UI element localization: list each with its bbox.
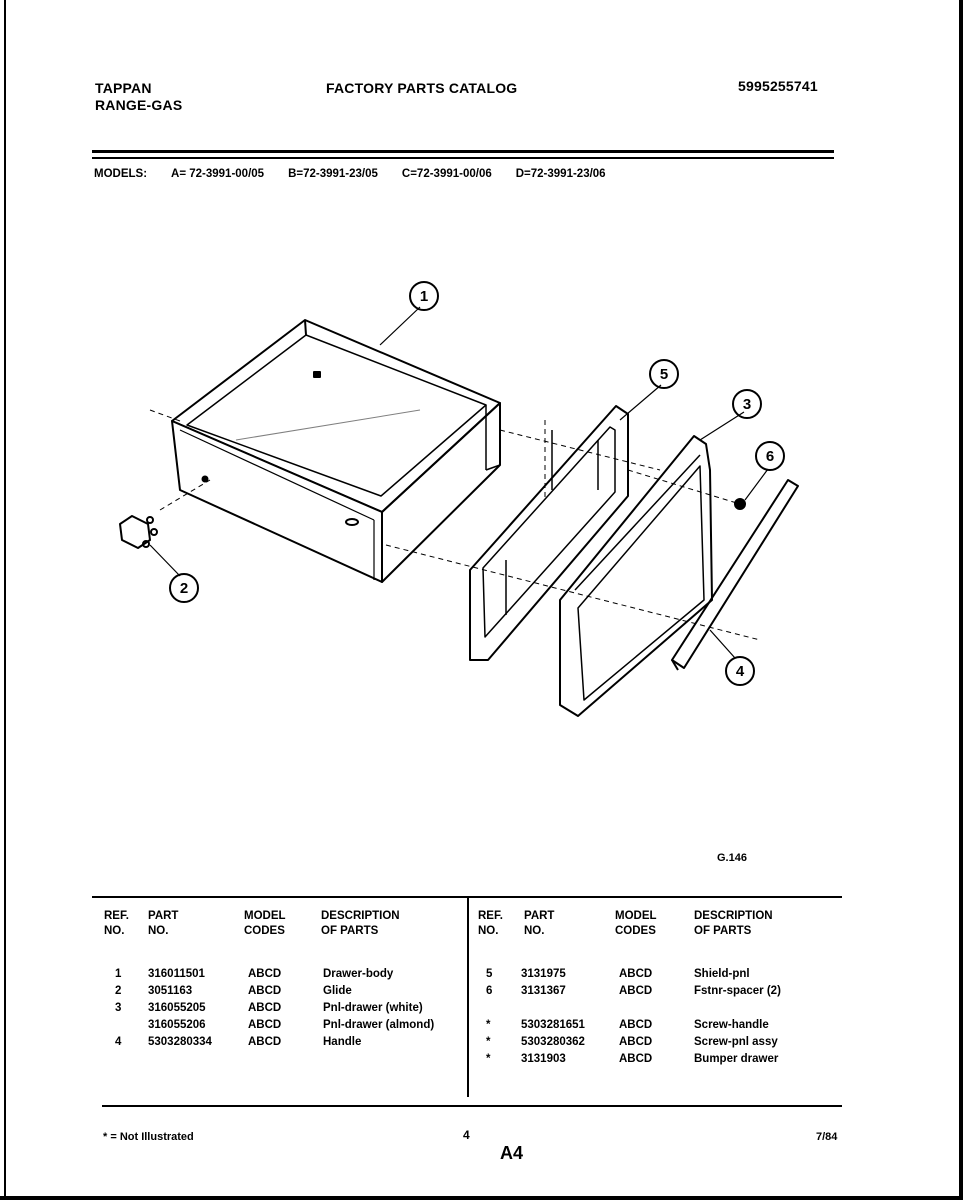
right-part-column [521,966,585,1068]
left-header-ref: REF. NO. [104,910,129,937]
table-cell: * [486,1036,491,1048]
callout-5: 5 [659,366,669,383]
page-number: 4 [463,1128,470,1142]
right-desc-column [694,966,781,1068]
table-cell: Screw-pnl assy [694,1036,778,1048]
drawer-body-part [172,320,500,582]
table-cell: ABCD [619,1053,653,1065]
table-cell [694,1000,781,1017]
table-cell: Screw-handle [694,1019,769,1031]
catalog-number: 5995255741 [738,78,818,94]
table-cell: Bumper drawer [694,1053,779,1065]
table-cell: 3131975 [521,968,566,980]
table-cell: 6 [486,985,493,997]
brand: TAPPAN [95,80,152,96]
table-cell: Pnl-drawer (white) [323,1002,423,1014]
table-cell: 5 [486,968,493,980]
callout-4: 4 [735,663,745,680]
table-cell: 5303280362 [521,1036,585,1048]
drawer-panel-part [560,436,712,716]
left-ref-column [115,966,121,1051]
callout-2: 2 [179,580,189,597]
table-cell: 316055206 [148,1019,206,1031]
table-cell: 5303281651 [521,1019,585,1031]
figure-number: G.146 [717,852,747,864]
model-a: A= 72-3991-00/05 [171,168,265,180]
table-cell: Drawer-body [323,968,394,980]
table-cell: 3051163 [148,985,193,997]
table-cell [521,1000,585,1017]
table-cell: Fstnr-spacer (2) [694,985,781,997]
table-cell: ABCD [248,1019,282,1031]
right-ref-column [486,966,492,1068]
table-cell: 316011501 [148,968,205,980]
right-codes-column [619,966,652,1068]
model-d: D=72-3991-23/06 [515,168,606,180]
left-part-column [148,966,212,1051]
table-cell: 3131367 [521,985,566,997]
section-label: A4 [500,1143,524,1163]
table-cell: * [486,1019,491,1031]
table-cell: 2 [115,985,122,997]
not-illustrated-note: * = Not Illustrated [103,1131,194,1143]
right-header-ref: REF. NO. [478,910,503,937]
product-type: RANGE-GAS [95,97,183,113]
table-cell: * [486,1053,491,1065]
callout-1: 1 [419,288,429,305]
revision-date: 7/84 [816,1131,838,1143]
table-cell [486,1000,492,1017]
table-cell: Glide [323,985,352,997]
model-c: C=72-3991-00/06 [401,168,492,180]
models-label: MODELS: [94,168,148,180]
catalog-title: FACTORY PARTS CATALOG [326,80,518,96]
callout-3: 3 [742,396,752,413]
left-header-part: PART NO. [148,910,179,937]
right-header-desc: DESCRIPTION OF PARTS [694,910,773,937]
table-cell: ABCD [248,1002,282,1014]
table-cell: Shield-pnl [694,968,750,980]
table-cell: 3131903 [521,1053,566,1065]
table-cell: 5303280334 [148,1036,212,1048]
left-desc-column [323,966,434,1051]
table-cell: ABCD [248,968,282,980]
left-codes-column [248,966,281,1051]
callout-6: 6 [765,448,775,465]
table-cell: ABCD [619,1036,653,1048]
handle-part [672,480,798,670]
table-cell [115,1017,121,1034]
table-cell: ABCD [248,1036,282,1048]
left-header-desc: DESCRIPTION OF PARTS [321,910,400,937]
table-cell: ABCD [619,985,653,997]
table-cell [619,1000,652,1017]
table-cell: 316055205 [148,1002,206,1014]
table-cell: ABCD [619,968,653,980]
table-column-divider [467,897,469,1097]
table-cell: ABCD [619,1019,653,1031]
table-cell: 1 [115,968,122,980]
glide-part [120,516,157,548]
model-b: B=72-3991-23/05 [288,168,378,180]
right-header-codes: MODEL CODES [615,910,657,937]
left-header-codes: MODEL CODES [244,910,286,937]
table-bottom-rule [102,1105,842,1107]
shield-panel-part [470,406,628,660]
table-cell: 3 [115,1002,122,1014]
right-header-part: PART NO. [524,910,555,937]
table-cell: 4 [115,1036,122,1048]
table-cell: ABCD [248,985,282,997]
table-cell: Pnl-drawer (almond) [323,1019,435,1031]
table-cell: Handle [323,1036,362,1048]
